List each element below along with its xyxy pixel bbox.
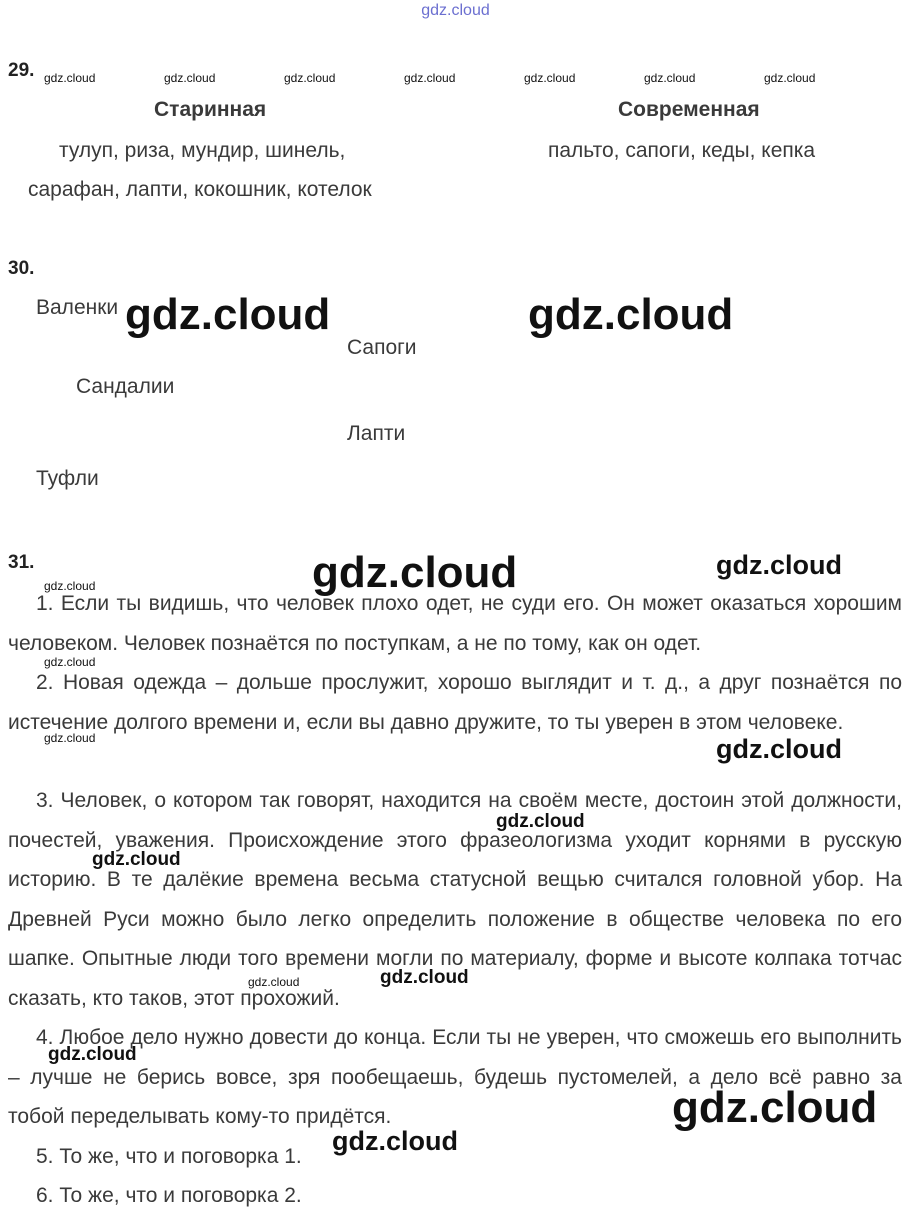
shoe-item: Сапоги xyxy=(347,336,417,359)
watermark-small-bold: gdz.cloud xyxy=(380,967,469,988)
watermark-large: gdz.cloud xyxy=(125,290,331,339)
watermark-large: gdz.cloud xyxy=(528,290,734,339)
shoe-item: Валенки xyxy=(36,296,119,319)
watermark-medium: gdz.cloud xyxy=(716,550,842,580)
watermark-large: gdz.cloud xyxy=(672,1083,878,1132)
old-clothes-line-2: сарафан, лапти, кокошник, котелок xyxy=(28,178,372,201)
watermark-small: gdz.cloud xyxy=(44,71,96,85)
modern-clothes-line-1: пальто, сапоги, кеды, кепка xyxy=(548,139,816,162)
column-heading-old: Старинная xyxy=(154,98,267,121)
top-watermark: gdz.cloud xyxy=(421,2,490,19)
shoe-item: Лапти xyxy=(347,422,406,445)
saying-explanation-3: 3. Человек, о котором так говорят, находится на своём месте, достоин этой должности, почестей, уважения. Происхождение этого фразеологизма уходит корнями в русскую историю. В те далёкие времена весьма статусной вещью считался головной убор. На Древней Руси можно было легко определить положение в обществе человека по его шапке. Опытные люди того времени могли по материалу, форме и высоте колпака тотчас сказать, кто таков, этот прохожий. xyxy=(8,789,902,1010)
task-31-number: 31. xyxy=(8,552,35,573)
shoe-item: Туфли xyxy=(36,467,99,490)
shoe-item: Сандалии xyxy=(76,375,175,398)
watermark-small-bold: gdz.cloud xyxy=(48,1044,137,1065)
watermark-small: gdz.cloud xyxy=(524,71,576,85)
watermark-small: gdz.cloud xyxy=(644,71,696,85)
task-29-number: 29. xyxy=(8,60,35,81)
saying-explanation-1: 1. Если ты видишь, что человек плохо одет, не суди его. Он может оказаться хорошим человеком. Человек познаётся по поступкам, а не по тому, как он одет. xyxy=(8,592,902,655)
watermark-small: gdz.cloud xyxy=(44,579,96,593)
watermark-small-bold: gdz.cloud xyxy=(496,811,585,832)
watermark-small: gdz.cloud xyxy=(404,71,456,85)
saying-explanation-2: 2. Новая одежда – дольше прослужит, хорошо выглядит и т. д., а друг познаётся по истечение долгого времени и, если вы давно дружите, то ты уверен в этом человеке. xyxy=(8,671,902,734)
task-30-number: 30. xyxy=(8,258,35,279)
watermark-small: gdz.cloud xyxy=(248,975,300,989)
watermark-small: gdz.cloud xyxy=(764,71,816,85)
watermark-small: gdz.cloud xyxy=(164,71,216,85)
watermark-medium: gdz.cloud xyxy=(716,734,842,764)
column-heading-modern: Современная xyxy=(618,98,760,121)
watermark-small-bold: gdz.cloud xyxy=(92,849,181,870)
watermark-large: gdz.cloud xyxy=(312,548,518,597)
watermark-small: gdz.cloud xyxy=(284,71,336,85)
watermark-small: gdz.cloud xyxy=(44,731,96,745)
saying-explanation-6: 6. То же, что и поговорка 2. xyxy=(36,1184,302,1207)
saying-explanation-5: 5. То же, что и поговорка 1. xyxy=(36,1145,302,1168)
watermark-small: gdz.cloud xyxy=(44,655,96,669)
watermark-medium: gdz.cloud xyxy=(332,1126,458,1156)
saying-explanation-4: 4. Любое дело нужно довести до конца. Если ты не уверен, что сможешь его выполнить – лучше не берись вовсе, зря пообещаешь, будешь пустомелей, а дело всё равно за тобой переделывать кому-то придётся. xyxy=(8,1026,902,1128)
old-clothes-line-1: тулуп, риза, мундир, шинель, xyxy=(59,139,346,162)
